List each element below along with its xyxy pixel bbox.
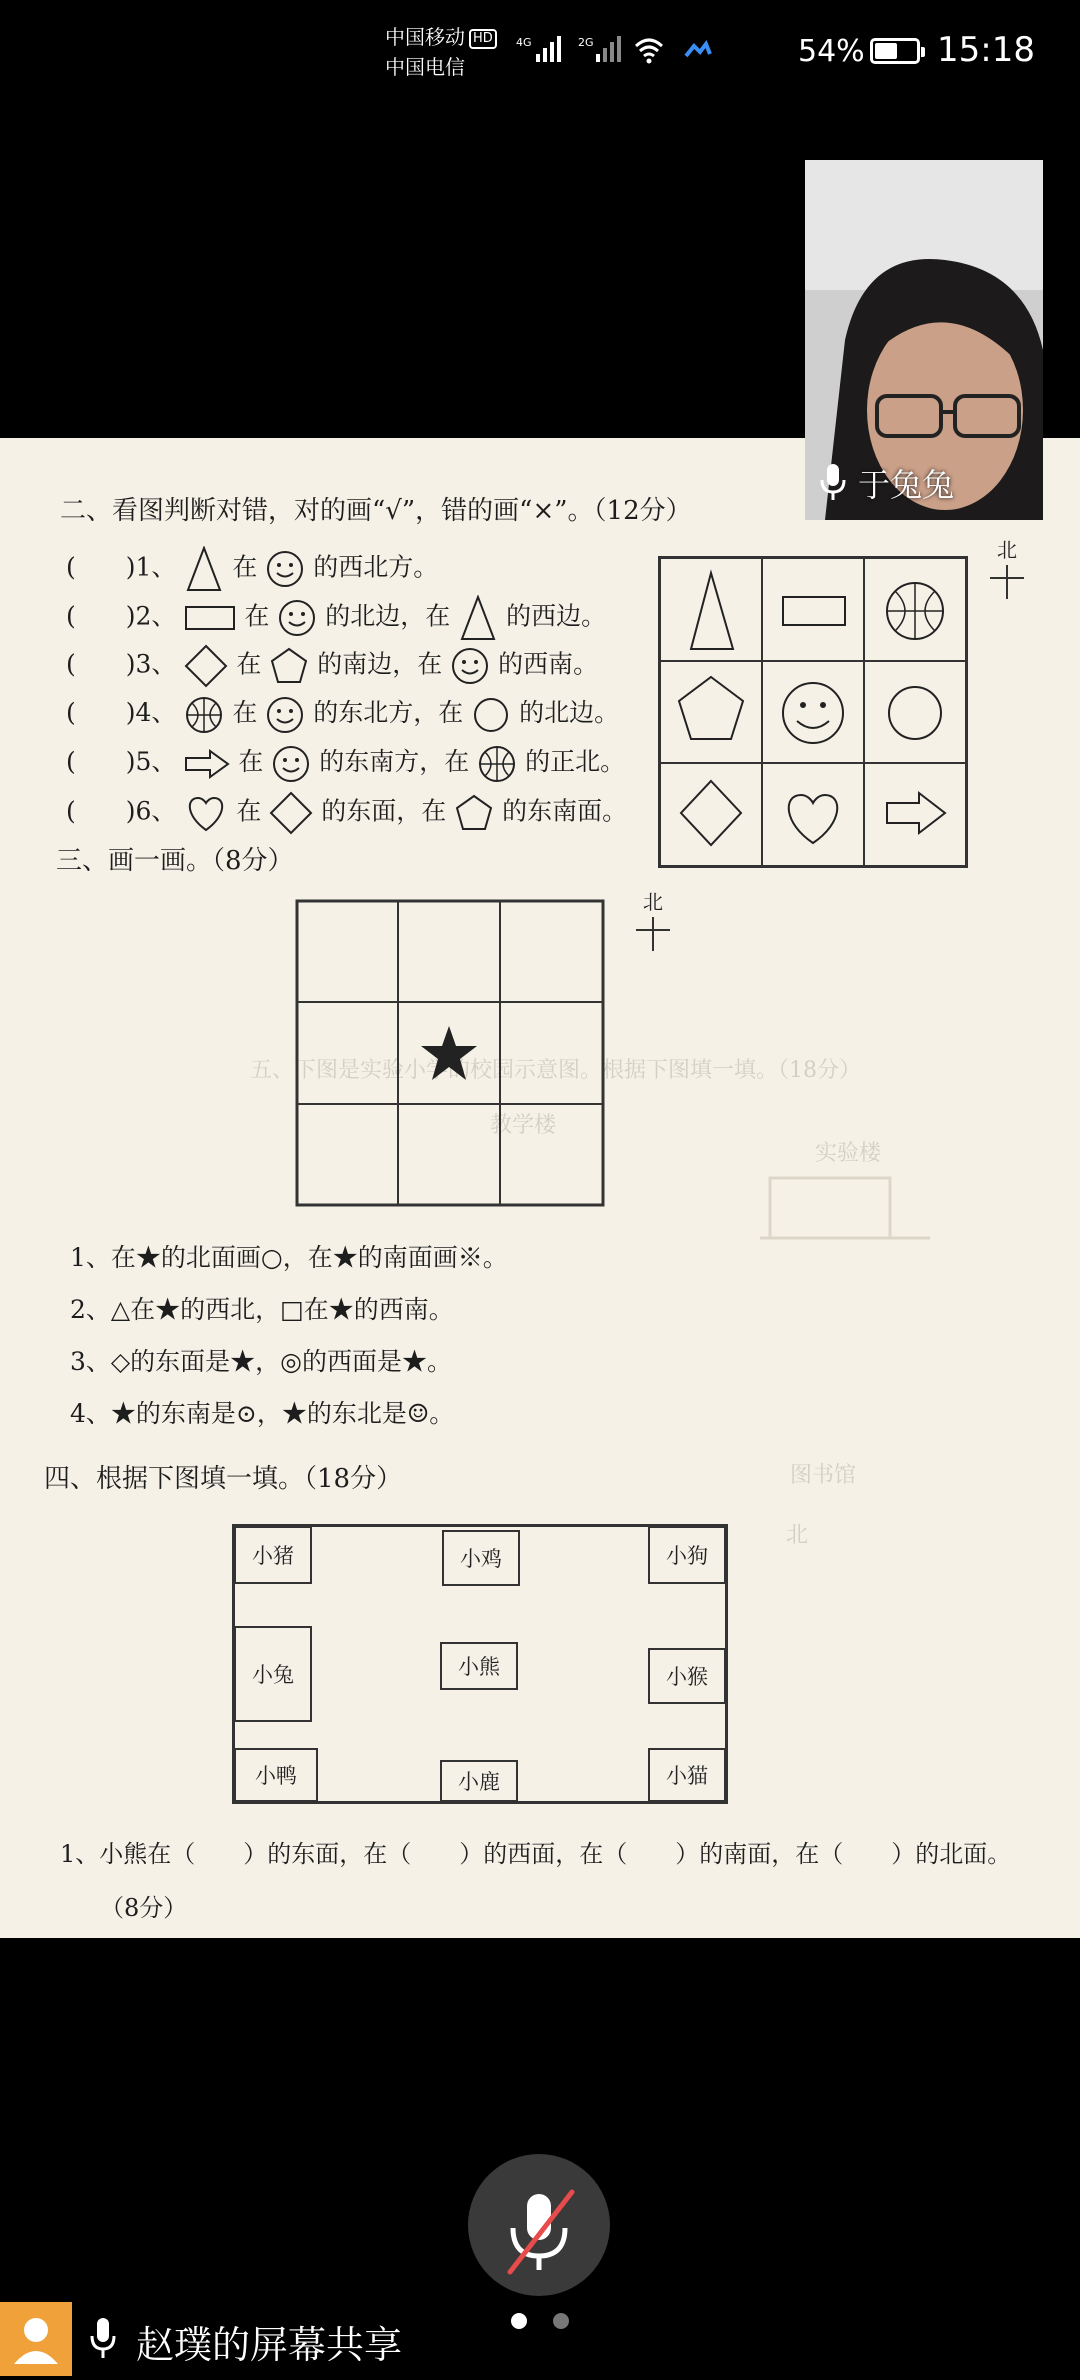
screen-share-label: 赵璞的屏幕共享 [136, 2323, 403, 2367]
clock: 15:18 [937, 30, 1035, 70]
ghost-library: 图书馆 [790, 1463, 857, 1488]
sec3-line-2: 2、△在★的西北，□在★的西南。 [70, 1295, 454, 1324]
ghost-lab: 实验楼 [815, 1141, 882, 1166]
carrier2-label: 中国电信 [385, 55, 465, 79]
section2-title: 二、看图判断对错，对的画“√”，错的画“×”。（12分） [60, 496, 692, 526]
sec4-score: （8分） [100, 1894, 188, 1922]
grid-triangle-icon [691, 573, 733, 649]
triangle-icon [184, 546, 224, 592]
signal-bars-2-icon [596, 36, 621, 62]
ghost-sec5: 五、下图是实验小学的校园示意图。根据下图填一填。（18分） [250, 1058, 861, 1083]
shape-grid-svg [661, 559, 965, 865]
signal-bars-1-icon [536, 36, 561, 62]
battery-fill [875, 43, 897, 59]
ball-icon [184, 695, 224, 735]
item-text: 的西边。 [506, 601, 607, 631]
smiley-icon [265, 695, 305, 735]
item-text: 的东北方，在 [313, 698, 464, 727]
section3-title: 三、画一画。（8分） [56, 846, 294, 876]
screen-share-bar [0, 2302, 1080, 2376]
item-text: 的南边，在 [317, 649, 443, 679]
item-text: 在 [238, 747, 264, 776]
grid-rectangle-icon [783, 597, 845, 625]
ghost-building [740, 1128, 950, 1258]
net1-label: 4G [516, 36, 532, 49]
person-icon [0, 2302, 72, 2376]
sec3-line-1: 1、在★的北面画○，在★的南面画※。 [70, 1243, 508, 1272]
grid-heart-icon [789, 795, 838, 843]
carrier1-label: 中国移动 [385, 25, 465, 49]
section4-title: 四、根据下图填一填。（18分） [44, 1464, 403, 1494]
sec2-item-5 [66, 742, 625, 784]
item-text: 在 [244, 601, 270, 631]
huawei-share-icon [684, 40, 712, 60]
item-num: ( )6、 [66, 796, 177, 826]
compass-cross-icon [990, 565, 1024, 599]
smiley-icon [450, 646, 490, 686]
signal-icons [516, 32, 676, 68]
item-text: 在 [232, 552, 258, 582]
item-text: 的东南方，在 [319, 747, 470, 776]
animal-box: 小鸭 [234, 1748, 318, 1802]
participant-name: 于兔兔 [858, 466, 955, 504]
animal-box: 小猴 [648, 1648, 726, 1704]
battery-percentage: 54% [798, 34, 865, 69]
item-text: 的正北。 [525, 747, 626, 776]
star-grid [294, 898, 606, 1208]
sec2-item-1 [66, 546, 438, 592]
item-text: 在 [236, 649, 262, 679]
ball-icon [477, 744, 517, 784]
grid-diamond-icon [681, 781, 741, 845]
compass-cross-icon [636, 917, 670, 951]
sec3-line-4: 4、★的东南是⊙，★的东北是☺。 [70, 1399, 455, 1428]
animal-box: 小猪 [234, 1526, 312, 1584]
presenter-avatar [0, 2302, 72, 2376]
sec2-item-6 [66, 791, 627, 835]
circle-icon [471, 695, 511, 735]
participant-mic-icon [818, 462, 848, 502]
shape-grid [658, 556, 968, 868]
shared-screen-document [0, 438, 1080, 1938]
star-icon [421, 1026, 477, 1080]
animal-box: 小鹿 [440, 1760, 518, 1802]
grid-smiley-icon [783, 683, 843, 743]
item-text: 的北边。 [519, 698, 620, 727]
item-num: ( )5、 [66, 747, 177, 776]
arrow-right-icon [184, 748, 230, 780]
ghost-teaching: 教学楼 [490, 1113, 557, 1138]
item-num: ( )2、 [66, 601, 177, 631]
grid-ball-icon [887, 583, 943, 639]
wifi-icon [636, 40, 662, 56]
item-text: 的东面，在 [321, 796, 447, 826]
grid-pentagon-icon [679, 677, 743, 739]
smiley-icon [271, 744, 311, 784]
north-indicator-1 [990, 534, 1024, 599]
ghost-north: 北 [786, 1523, 809, 1548]
mic-muted-icon [468, 2154, 610, 2296]
triangle-icon [458, 595, 498, 641]
north-label: 北 [643, 890, 663, 914]
item-text: 的西北方。 [313, 552, 439, 582]
animal-box: 小狗 [648, 1526, 726, 1584]
item-text: 的东南面。 [502, 796, 628, 826]
item-text: 在 [232, 698, 258, 727]
animal-box: 小熊 [440, 1642, 518, 1690]
grid-circle-icon [889, 687, 941, 739]
pentagon-icon [454, 793, 494, 833]
grid-arrow-icon [887, 793, 945, 833]
rectangle-icon [184, 603, 236, 633]
sec4-question-1: 1、小熊在（ ）的东面，在（ ）的西面，在（ ）的南面，在（ ）的北面。 [60, 1840, 1012, 1868]
status-bar [0, 0, 1080, 110]
item-num: ( )3、 [66, 649, 177, 679]
north-label: 北 [997, 538, 1017, 562]
battery-icon [870, 38, 920, 64]
diamond-icon [269, 791, 313, 835]
smiley-icon [277, 598, 317, 638]
animal-box: 小兔 [234, 1626, 312, 1722]
net2-label: 2G [578, 36, 594, 49]
sec3-line-3: 3、◇的东面是★，◎的西面是★。 [70, 1347, 452, 1376]
pentagon-icon [269, 646, 309, 686]
animal-box: 小鸡 [442, 1530, 520, 1586]
heart-icon [184, 792, 228, 834]
sec2-item-4 [66, 693, 619, 735]
item-text: 的西南。 [498, 649, 599, 679]
item-num: ( )4、 [66, 698, 177, 727]
sec2-item-2 [66, 595, 606, 641]
north-indicator-2 [636, 886, 670, 951]
mute-microphone-button[interactable] [468, 2154, 610, 2296]
diamond-icon [184, 644, 228, 688]
smiley-icon [265, 549, 305, 589]
presenter-mic-icon [88, 2316, 118, 2360]
animal-box: 小猫 [648, 1748, 726, 1802]
item-num: ( )1、 [66, 552, 177, 582]
carrier-info [385, 22, 497, 82]
item-text: 的北边，在 [325, 601, 451, 631]
hd-badge: HD [469, 29, 497, 49]
item-text: 在 [236, 796, 262, 826]
sec2-item-3 [66, 644, 598, 688]
